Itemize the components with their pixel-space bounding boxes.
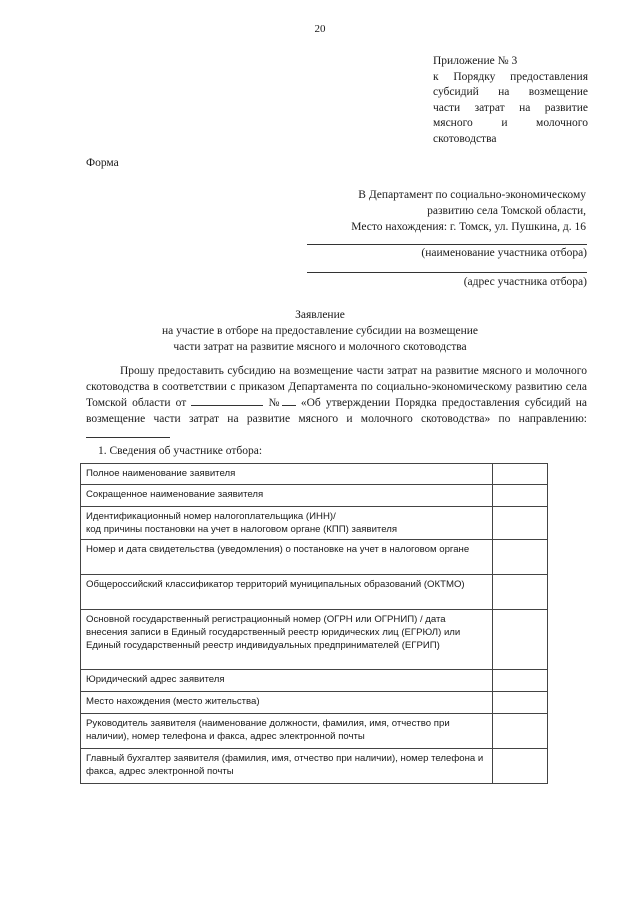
title-line: части затрат на развитие мясного и молочного скотоводства	[173, 341, 467, 353]
direction-blank[interactable]	[86, 427, 170, 438]
row-label: Полное наименование заявителя	[81, 464, 493, 485]
order-date-blank[interactable]	[191, 395, 263, 406]
appendix-line: скотоводства	[433, 132, 497, 145]
row-value-cell[interactable]	[493, 575, 548, 610]
participant-name-caption: (наименование участника отбора)	[421, 247, 587, 259]
addressee-line: развитию села Томской области,	[427, 205, 586, 217]
table-row	[81, 692, 548, 714]
row-value-cell[interactable]	[493, 610, 548, 670]
row-label: Номер и дата свидетельства (уведомления) о постановке на учет в налоговом органе	[81, 540, 493, 575]
row-value-cell[interactable]	[493, 507, 548, 540]
addressee-line: Место нахождения: г. Томск, ул. Пушкина, д. 16	[351, 221, 586, 233]
table-row	[81, 485, 548, 507]
request-paragraph	[86, 364, 587, 459]
row-value-cell[interactable]	[493, 464, 548, 485]
row-label: Юридический адрес заявителя	[81, 670, 493, 692]
row-label: Главный бухгалтер заявителя (фамилия, имя, отчество при наличии), номер телефона и факса, адрес электронной почты	[81, 749, 493, 784]
title-line: Заявление	[295, 309, 345, 321]
table-row	[81, 670, 548, 692]
row-label: Основной государственный регистрационный номер (ОГРН или ОГРНИП) / дата внесения записи в Единый государственный реестр юридических лиц (ЕГРЮЛ) или Единый государственный реестр индивидуальных предпринимателей (ЕГРИП)	[81, 610, 493, 670]
row-value-cell[interactable]	[493, 540, 548, 575]
row-value-cell[interactable]	[493, 670, 548, 692]
table-row	[81, 464, 548, 485]
page-number: 20	[314, 23, 326, 35]
participant-address-line[interactable]	[307, 272, 587, 273]
document-title	[0, 307, 640, 355]
table-row	[81, 749, 548, 784]
row-label: Сокращенное наименование заявителя	[81, 485, 493, 507]
row-value-cell[interactable]	[493, 749, 548, 784]
row-value-cell[interactable]	[493, 692, 548, 714]
order-number-sign: №	[268, 397, 282, 409]
table-row	[81, 610, 548, 670]
row-label: Идентификационный номер налогоплательщика (ИНН)/ код причины постановки на учет в налоговом органе (КПП) заявителя	[81, 507, 493, 540]
table-row	[81, 540, 548, 575]
appendix-header	[433, 54, 588, 147]
participant-address-caption: (адрес участника отбора)	[463, 276, 587, 288]
appendix-line: к Порядку предоставления	[433, 70, 588, 83]
section-heading: 1. Сведения об участнике отбора:	[98, 444, 263, 457]
appendix-line: мясного и молочного	[433, 117, 588, 129]
appendix-line: Приложение № 3	[433, 55, 518, 67]
title-line: на участие в отборе на предоставление субсидии на возмещение	[161, 325, 479, 337]
participant-name-line[interactable]	[307, 244, 587, 245]
table-row	[81, 507, 548, 540]
applicant-info-table	[80, 463, 548, 784]
request-text: Прошу предоставить субсидию на возмещение части затрат на развитие мясного и молочного скотоводства в соответствии с приказом Департамента по социально-экономическому развитию села Томской области от	[86, 365, 587, 409]
order-title-text: «Об утверждении Порядка предоставления субсидий на возмещение части затрат на развитие мясного и молочного скотоводства» по направлению:	[86, 397, 587, 425]
row-label: Место нахождения (место жительства)	[81, 692, 493, 714]
form-label: Форма	[86, 157, 119, 169]
addressee-line: В Департамент по социально-экономическому	[358, 189, 586, 201]
table-row	[81, 714, 548, 749]
order-number-blank[interactable]	[282, 395, 296, 406]
row-value-cell[interactable]	[493, 485, 548, 507]
appendix-line: субсидий на возмещение	[433, 86, 588, 98]
appendix-line: части затрат на развитие	[433, 101, 588, 114]
addressee-block	[351, 187, 586, 235]
row-label: Общероссийский классификатор территорий муниципальных образований (ОКТМО)	[81, 575, 493, 610]
row-label: Руководитель заявителя (наименование должности, фамилия, имя, отчество при наличии), номер телефона и факса, адрес электронной почты	[81, 714, 493, 749]
row-value-cell[interactable]	[493, 714, 548, 749]
table-row	[81, 575, 548, 610]
